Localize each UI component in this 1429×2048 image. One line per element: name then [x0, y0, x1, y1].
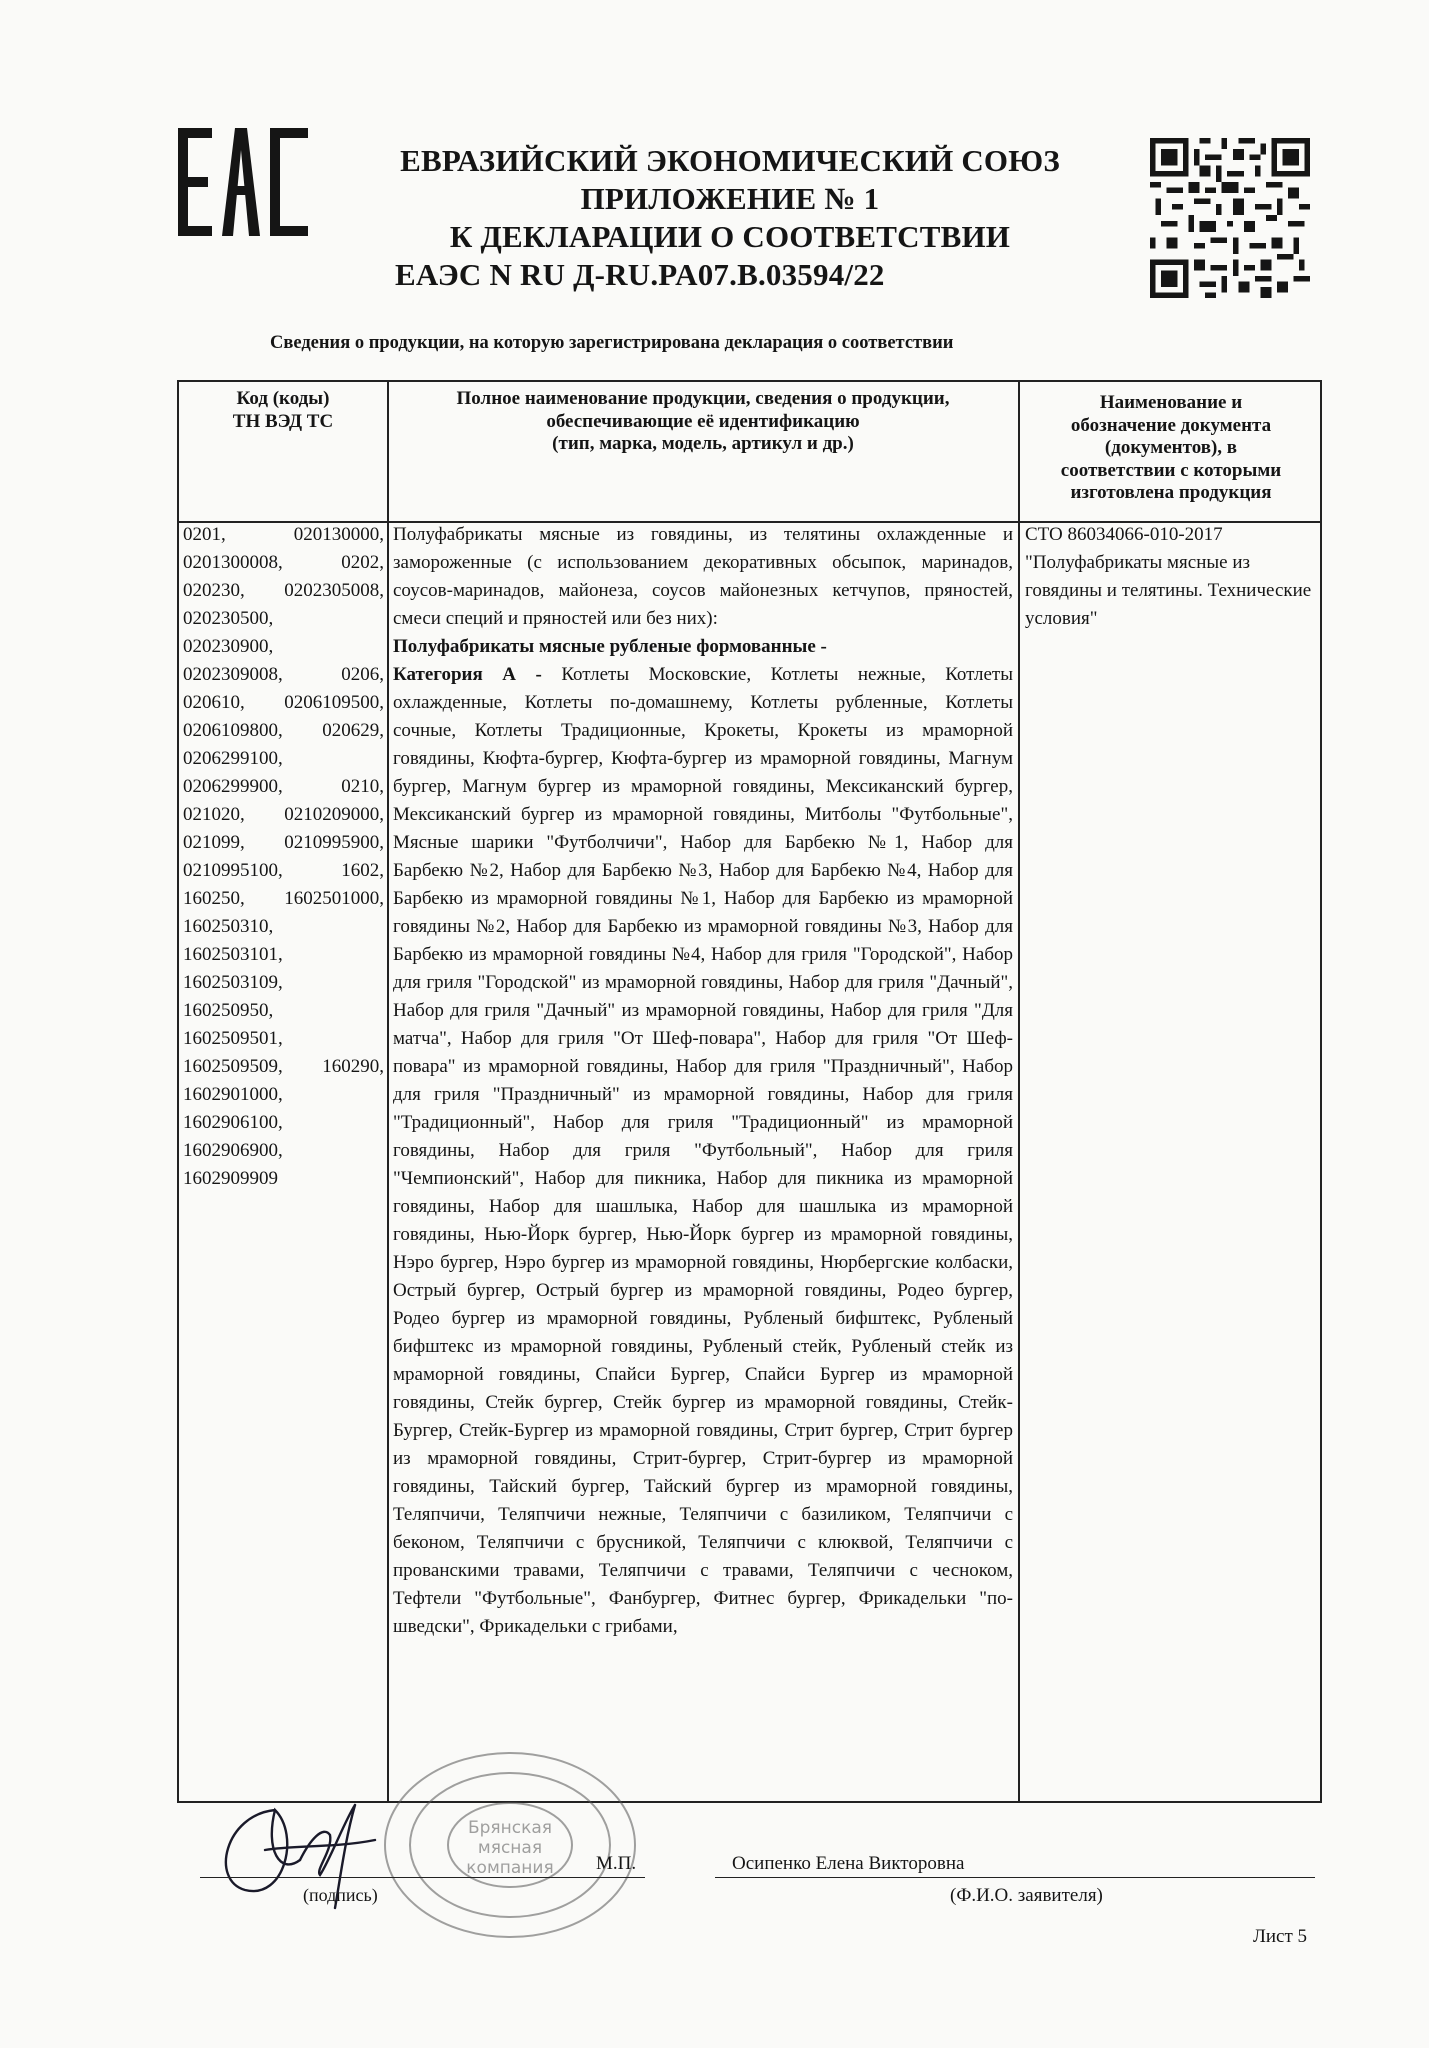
svg-text:мясная: мясная: [477, 1838, 543, 1858]
product-group: Полуфабрикаты мясные рубленые формованные -: [393, 636, 827, 657]
product-list: Котлеты Московские, Котлеты нежные, Котлеты охлажденные, Котлеты по-домашнему, Котлеты рубленные, Котлеты сочные, Котлеты Традиционные, Крокеты, Крокеты из мраморной говядины, Кюфта-бургер, Кюфта-бургер из мраморной говядины, Магнум бургер, Магнум бургер из мраморной говядины, Мексиканский бургер, Мексиканский бургер из мраморной говядины, Митболы "Футбольные", Мясные шарики "Футболчичи", Набор для Барбекю №1, Набор для Барбекю №2, Набор для Барбекю №3, Набор для Барбекю №4, Набор для Барбекю из мраморной говядины №1, Набор для Барбекю из мраморной говядины №2, Набор для Барбекю из мраморной говядины №3, Набор для Барбекю из мраморной говядины №4, Набор для гриля "Городской", Набор для гриля "Городской" из мраморной говядины, Набор для гриля "Дачный", Набор для гриля "Дачный" из мраморной говядины, Набор для гриля "Для матча", Набор для гриля "От Шеф-повара", Набор для гриля "От Шеф-повара" из мраморной говядины, Набор для гриля "Праздничный", Набор для гриля "Праздничный" из мраморной говядины, Набор для гриля "Традиционный", Набор для гриля "Традиционный" из мраморной говядины, Набор для гриля "Футбольный", Набор для гриля "Чемпионский", Набор для пикника, Набор для пикника из мраморной говядины, Набор для шашлыка, Набор для шашлыка из мраморной говядины, Нью-Йорк бургер, Нью-Йорк бургер из мраморной говядины, Нэро бургер, Нэро бургер из мраморной говядины, Нюрбергские колбаски, Острый бургер, Острый бургер из мраморной говядины, Родео бургер, Родео бургер из мраморной говядины, Рубленый бифштекс, Рубленый бифштекс из мраморной говядины, Рубленый стейк, Рубленый стейк из мраморной говядины, Спайси Бургер, Спайси Бургер из мраморной говядины, Стейк бургер, Стейк бургер из мраморной говядины, Стейк-Бургер, Стейк-Бургер из мраморной говядины, Стрит бургер, Стрит бургер из мраморной говядины, Стрит-бургер, Стрит-бургер из мраморной говядины, Тайский бургер, Тайский бургер из мраморной говядины, Теляпчичи, Теляпчичи нежные, Теляпчичи с базиликом, Теляпчичи с беконом, Теляпчичи с брусникой, Теляпчичи с клюквой, Теляпчичи с прованскими травами, Теляпчичи с травами, Теляпчичи с чесноком, Тефтели "Футбольные", Фанбургер, Фитнес бургер, Фрикадельки "по-шведски", Фрикадельки с грибами,: [393, 664, 1013, 1637]
qr-code-icon: [1150, 138, 1310, 298]
product-intro: Полуфабрикаты мясные из говядины, из телятины охлажденные и замороженные (с использованием декоративных обсыпок, маринадов, соусов-маринадов, майонеза, соусов майонезных кетчупов, пряностей, смеси специй и пряностей или без них):: [393, 524, 1013, 629]
appendix-title: ПРИЛОЖЕНИЕ № 1: [580, 181, 880, 216]
name-line: [715, 1877, 1315, 1878]
declaration-title: К ДЕКЛАРАЦИИ О СООТВЕТСТВИИ: [449, 219, 1011, 254]
signature-label: (подпись): [303, 1885, 378, 1905]
standard-document-cell: СТО 86034066-010-2017 "Полуфабрикаты мясные из говядины и телятины. Технические условия": [1025, 524, 1312, 629]
hs-code-line: 1602906900,: [183, 1140, 283, 1161]
applicant-name: Осипенко Елена Викторовна: [732, 1853, 965, 1874]
title-block: [360, 142, 1100, 294]
hs-code-line: 0210995100, 1602,: [183, 860, 384, 881]
col-header-product: Полное наименование продукции, сведения о продукции, обеспечивающие её идентификацию (тип, марка, модель, артикул и др.): [456, 388, 950, 454]
hs-code-line: 160250950,: [183, 1000, 274, 1021]
hs-code-line: 021099, 0210995900,: [183, 832, 384, 853]
eac-logo-icon: [178, 128, 308, 236]
sheet-number: Лист 5: [1253, 1926, 1308, 1947]
product-description-cell: [393, 521, 1013, 1641]
hs-code-line: 160250, 1602501000,: [183, 888, 384, 909]
stamp-place-label: М.П.: [596, 1853, 637, 1874]
table-divider: [387, 380, 389, 1803]
document-subtitle: Сведения о продукции, на которую зарегистрирована декларация о соответствии: [270, 333, 954, 353]
hs-code-line: 0201, 020130000,: [183, 524, 384, 545]
hs-code-line: 0206109800, 020629,: [183, 720, 384, 741]
hs-code-line: 1602503109,: [183, 972, 283, 993]
declaration-number: ЕАЭС N RU Д-RU.PA07.B.03594/22: [395, 257, 885, 292]
hs-code-line: 021020, 0210209000,: [183, 804, 384, 825]
applicant-label: (Ф.И.О. заявителя): [950, 1885, 1103, 1906]
col-header-document: Наименование и обозначение документа (документов), в соответствии с которыми изготовлена продукция: [1060, 392, 1282, 503]
hs-code-line: 0201300008, 0202,: [183, 552, 384, 573]
hs-code-line: 1602909909: [183, 1168, 278, 1189]
hs-code-line: 1602509501,: [183, 1028, 283, 1049]
hs-code-line: 020230900,: [183, 636, 274, 657]
signature-line: [200, 1877, 645, 1878]
hs-code-line: 020230500,: [183, 608, 274, 629]
col-header-codes: Код (коды) ТН ВЭД ТС: [232, 388, 334, 432]
hs-code-line: 0206299100,: [183, 748, 283, 769]
hs-code-line: 1602503101,: [183, 944, 283, 965]
table-divider: [1018, 380, 1020, 1803]
hs-code-line: 160250310,: [183, 916, 274, 937]
hs-code-line: 1602509509, 160290,: [183, 1056, 384, 1077]
hs-codes-cell: [183, 521, 384, 1193]
hs-code-line: 020610, 0206109500,: [183, 692, 384, 713]
hs-code-line: 0202309008, 0206,: [183, 664, 384, 685]
svg-text:Брянская: Брянская: [467, 1818, 553, 1838]
hs-code-line: 1602906100,: [183, 1112, 283, 1133]
union-title: ЕВРАЗИЙСКИЙ ЭКОНОМИЧЕСКИЙ СОЮЗ: [400, 143, 1060, 178]
hs-code-line: 1602901000,: [183, 1084, 283, 1105]
svg-text:компания: компания: [466, 1858, 554, 1878]
hs-code-line: 020230, 0202305008,: [183, 580, 384, 601]
company-stamp-icon: [375, 1745, 645, 1945]
hs-code-line: 0206299900, 0210,: [183, 776, 384, 797]
product-category: Категория А -: [393, 664, 542, 685]
